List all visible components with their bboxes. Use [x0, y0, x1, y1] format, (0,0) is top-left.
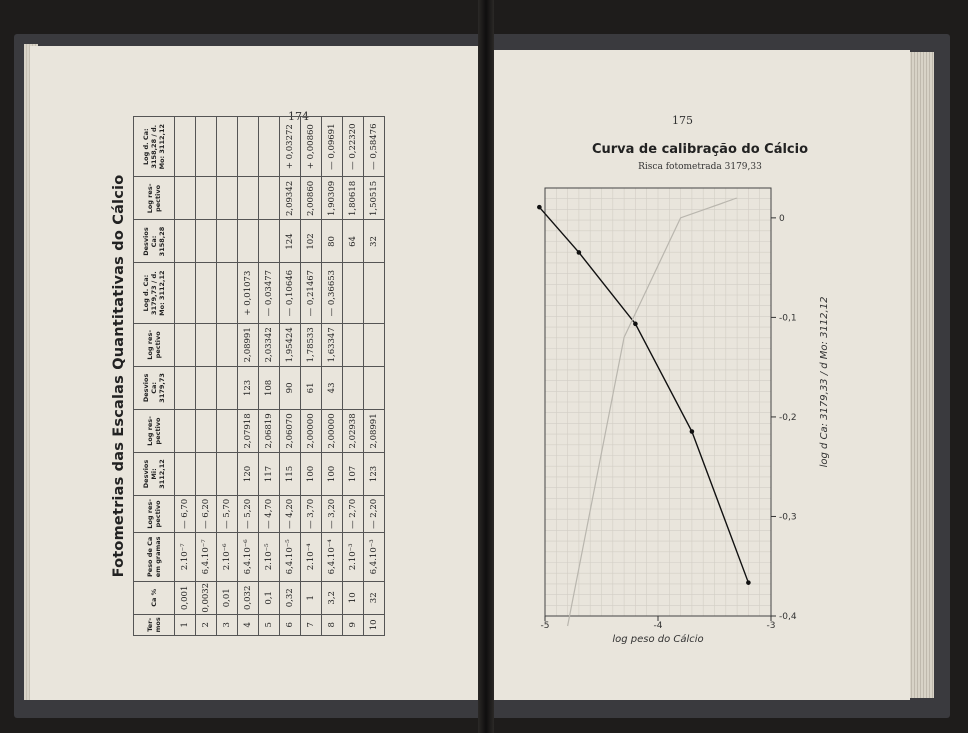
table-cell: — 0,09691 — [322, 117, 343, 177]
table-cell: 2,08991 — [238, 323, 259, 366]
table-cell: 124 — [280, 220, 301, 263]
table-cell: 5 — [259, 614, 280, 635]
table-cell: — 3,70 — [301, 495, 322, 532]
table-cell: + 0,01073 — [238, 263, 259, 323]
table-header-cell: Peso de Ca em gramas — [134, 532, 175, 581]
table-cell: — 0,21467 — [301, 263, 322, 323]
table-body — [175, 117, 385, 636]
table-cell: 120 — [238, 453, 259, 496]
y-tick-label: -0,3 — [779, 512, 797, 523]
y-tick-label: 0 — [779, 213, 785, 224]
table-cell: 2,07918 — [238, 409, 259, 452]
table-cell: 90 — [280, 366, 301, 409]
table-cell: 32 — [364, 581, 385, 614]
table-cell: 108 — [259, 366, 280, 409]
photometry-table — [133, 116, 385, 636]
table-cell: 1,90309 — [322, 177, 343, 220]
table-cell — [364, 323, 385, 366]
table-cell — [259, 117, 280, 177]
table-cell — [259, 177, 280, 220]
table-cell — [217, 117, 238, 177]
table-header-cell: Log d. Ca: 3158,28 / d. Mo: 3112,12 — [134, 117, 175, 177]
right-page-number: 175 — [672, 114, 693, 127]
table-cell: 6,4.10⁻⁶ — [238, 532, 259, 581]
table-header-row — [134, 117, 175, 636]
data-point — [577, 250, 582, 255]
table-cell: — 6,70 — [175, 495, 196, 532]
series-line — [539, 207, 748, 583]
table-cell — [196, 117, 217, 177]
right-page-edges — [906, 52, 934, 698]
data-point — [633, 322, 638, 327]
table-cell: 4 — [238, 614, 259, 635]
table-cell: 0,032 — [238, 581, 259, 614]
table-cell: 2,00000 — [301, 409, 322, 452]
left-page-number: 174 — [288, 110, 309, 123]
table-cell: 2,09342 — [280, 177, 301, 220]
calibration-chart — [490, 50, 910, 700]
table-cell: 64 — [343, 220, 364, 263]
table-cell — [259, 220, 280, 263]
table-cell: 107 — [343, 453, 364, 496]
rotated-table-block — [111, 116, 401, 636]
table-cell: 0,01 — [217, 581, 238, 614]
table-cell — [343, 366, 364, 409]
table-cell — [217, 263, 238, 323]
table-cell: 100 — [322, 453, 343, 496]
table-cell: 2,03342 — [259, 323, 280, 366]
table-cell: 3 — [217, 614, 238, 635]
table-cell: — 0,10646 — [280, 263, 301, 323]
table-cell — [238, 177, 259, 220]
table-header-cell: Desvios Ca: 3158,28 — [134, 220, 175, 263]
table-row — [343, 117, 364, 636]
table-header-cell: Log res-pectivo — [134, 495, 175, 532]
table-cell: 115 — [280, 453, 301, 496]
table-cell: 43 — [322, 366, 343, 409]
table-cell: — 0,22320 — [343, 117, 364, 177]
table-cell: 1 — [175, 614, 196, 635]
table-cell: 0,32 — [280, 581, 301, 614]
table-row — [364, 117, 385, 636]
table-cell — [217, 177, 238, 220]
table-cell: 10 — [343, 581, 364, 614]
table-cell: 1,50515 — [364, 177, 385, 220]
x-tick-label: -3 — [766, 621, 776, 631]
table-cell — [196, 409, 217, 452]
table-cell — [196, 177, 217, 220]
table-cell: 1,80618 — [343, 177, 364, 220]
table-header-cell: Ter-mos — [134, 614, 175, 635]
table-cell: 0,1 — [259, 581, 280, 614]
x-tick-label: -5 — [540, 621, 550, 631]
table-cell: 2,02938 — [343, 409, 364, 452]
table-header-cell: Log res-pectivo — [134, 177, 175, 220]
table-header-cell: Log d. Ca: 3179,73 / d. Mo: 3112,12 — [134, 263, 175, 323]
table-cell: — 0,03477 — [259, 263, 280, 323]
table-cell — [196, 263, 217, 323]
table-cell: 123 — [364, 453, 385, 496]
left-page — [30, 46, 482, 700]
table-cell: 1,63347 — [322, 323, 343, 366]
series-line — [568, 198, 738, 626]
x-tick-label: -4 — [653, 621, 663, 631]
data-point — [690, 429, 695, 434]
table-cell — [238, 117, 259, 177]
table-cell: 0,0032 — [196, 581, 217, 614]
table-row — [322, 117, 343, 636]
table-cell — [196, 366, 217, 409]
table-header-cell: Log res-pectivo — [134, 409, 175, 452]
table-cell: 2,00000 — [322, 409, 343, 452]
table-title: Fotometrias das Escalas Quantitativas do Cálcio — [111, 174, 127, 578]
table-cell: — 0,58476 — [364, 117, 385, 177]
table-cell — [175, 453, 196, 496]
table-cell — [343, 263, 364, 323]
table-cell — [196, 323, 217, 366]
right-page — [490, 50, 910, 700]
table-header-cell: Desvios Mi: 3112,12 — [134, 453, 175, 496]
table-header-cell: Log res-pectivo — [134, 323, 175, 366]
table-cell: 2.10⁻⁵ — [259, 532, 280, 581]
data-point — [746, 580, 751, 585]
table-cell: 6 — [280, 614, 301, 635]
table-cell: 100 — [301, 453, 322, 496]
y-tick-label: -0,1 — [779, 313, 797, 324]
table-cell: + 0,03272 — [280, 117, 301, 177]
table-cell: 6,4.10⁻⁵ — [280, 532, 301, 581]
table-cell: 2.10⁻⁶ — [217, 532, 238, 581]
table-cell: 10 — [364, 614, 385, 635]
table-cell — [238, 220, 259, 263]
table-cell — [217, 366, 238, 409]
table-cell: — 3,20 — [322, 495, 343, 532]
chart-subtitle: Risca fotometrada 3179,33 — [638, 162, 762, 172]
table-cell — [364, 366, 385, 409]
table-cell: — 4,20 — [280, 495, 301, 532]
table-cell: 1,95424 — [280, 323, 301, 366]
table-cell: 2,06070 — [280, 409, 301, 452]
table-cell — [217, 409, 238, 452]
table-cell: 6,4.10⁻⁷ — [196, 532, 217, 581]
table-cell — [217, 323, 238, 366]
table-cell — [175, 366, 196, 409]
table-cell: 117 — [259, 453, 280, 496]
table-cell: 2.10⁻⁷ — [175, 532, 196, 581]
table-cell — [217, 220, 238, 263]
table-cell: 8 — [322, 614, 343, 635]
table-cell — [196, 220, 217, 263]
y-axis-label: log d Ca: 3179,33 / d Mo: 3112,12 — [819, 296, 830, 468]
table-cell: 2.10⁻⁴ — [301, 532, 322, 581]
table-cell — [196, 453, 217, 496]
table-cell: 3,2 — [322, 581, 343, 614]
table-cell — [175, 323, 196, 366]
table-cell: + 0,00860 — [301, 117, 322, 177]
table-row — [175, 117, 196, 636]
table-cell — [175, 177, 196, 220]
y-tick-label: -0,2 — [779, 412, 797, 423]
table-cell: — 6,20 — [196, 495, 217, 532]
table-cell: 123 — [238, 366, 259, 409]
table-cell: 0,001 — [175, 581, 196, 614]
table-cell: 6,4.10⁻³ — [364, 532, 385, 581]
chart-series — [537, 198, 751, 626]
table-row — [238, 117, 259, 636]
book-gutter — [478, 0, 494, 733]
table-cell: 80 — [322, 220, 343, 263]
table-cell: — 5,20 — [238, 495, 259, 532]
table-cell — [217, 453, 238, 496]
table-cell: 32 — [364, 220, 385, 263]
table-cell: 1,78533 — [301, 323, 322, 366]
table-cell — [175, 117, 196, 177]
table-header-cell: Desvios Ca: 3179,73 — [134, 366, 175, 409]
table-cell — [175, 409, 196, 452]
table-cell: 2,08991 — [364, 409, 385, 452]
table-cell: 2,00860 — [301, 177, 322, 220]
table-cell: — 2,20 — [364, 495, 385, 532]
x-axis-label: log peso do Cálcio — [612, 634, 704, 645]
table-cell: 1 — [301, 581, 322, 614]
table-cell: 9 — [343, 614, 364, 635]
table-cell: 6,4.10⁻⁴ — [322, 532, 343, 581]
table-cell: — 4,70 — [259, 495, 280, 532]
chart-title: Curva de calibração do Cálcio — [591, 142, 809, 157]
table-cell — [364, 263, 385, 323]
table-row — [280, 117, 301, 636]
data-point — [537, 205, 542, 210]
table-cell: 61 — [301, 366, 322, 409]
y-tick-label: -0,4 — [779, 612, 797, 622]
table-cell: 2.10⁻³ — [343, 532, 364, 581]
table-cell: — 5,70 — [217, 495, 238, 532]
table-row — [217, 117, 238, 636]
table-cell: — 0,36653 — [322, 263, 343, 323]
table-cell: 102 — [301, 220, 322, 263]
table-row — [196, 117, 217, 636]
table-cell: 2,06819 — [259, 409, 280, 452]
table-row — [301, 117, 322, 636]
table-cell — [175, 263, 196, 323]
table-cell: 2 — [196, 614, 217, 635]
table-cell — [343, 323, 364, 366]
table-row — [259, 117, 280, 636]
table-cell: — 2,70 — [343, 495, 364, 532]
table-header-cell: Ca % — [134, 581, 175, 614]
table-cell: 7 — [301, 614, 322, 635]
table-cell — [175, 220, 196, 263]
